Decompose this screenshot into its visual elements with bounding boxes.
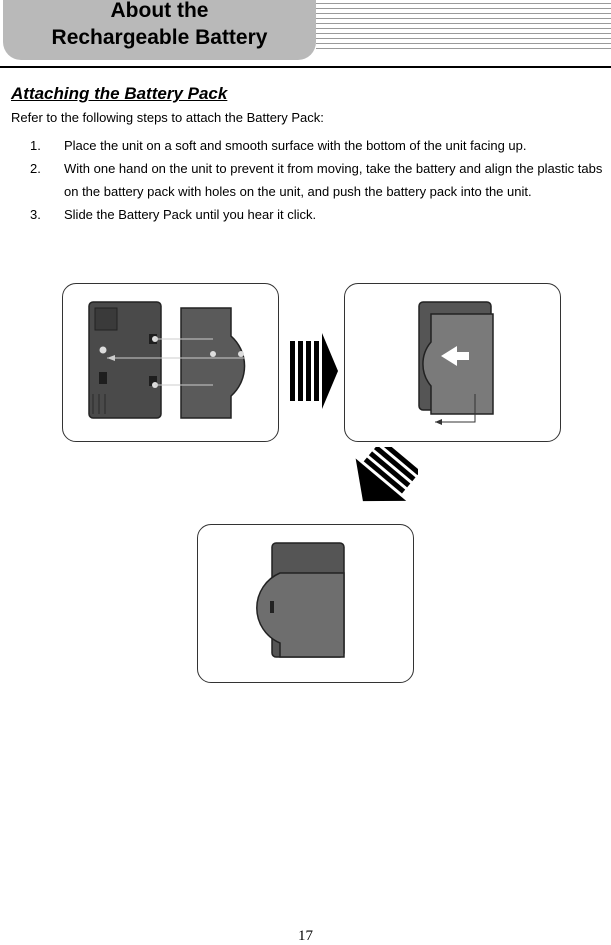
- step-number: 2.: [30, 161, 41, 176]
- step-item: [0, 134, 611, 157]
- header-rule: [0, 66, 611, 68]
- intro-text: Refer to the following steps to attach the Battery Pack:: [11, 110, 324, 125]
- chapter-title: [3, 0, 316, 51]
- illustration-align-tabs: [62, 283, 279, 442]
- chapter-title-line2: Rechargeable Battery: [51, 26, 268, 49]
- section-title: Attaching the Battery Pack: [11, 84, 228, 103]
- step-number: 3.: [30, 207, 41, 222]
- arrow-right-icon: [290, 333, 338, 414]
- steps-list: [0, 134, 611, 226]
- battery-alignment-illustration: [63, 284, 278, 441]
- step-item: [0, 203, 611, 226]
- battery-attached-illustration: [198, 525, 413, 682]
- chapter-title-line1: About the: [110, 0, 209, 22]
- header-stripes: [316, 3, 611, 51]
- illustration-push-in: [344, 283, 561, 442]
- arrow-down-icon: [340, 447, 418, 522]
- step-text: Slide the Battery Pack until you hear it click.: [64, 207, 317, 222]
- step-text: Place the unit on a soft and smooth surface with the bottom of the unit facing up.: [64, 138, 527, 153]
- step-item: [0, 157, 611, 203]
- step-text: With one hand on the unit to prevent it from moving, take the battery and align the plastic tabs on the battery pack with holes on the unit, and push the battery pack into the unit.: [64, 161, 603, 199]
- battery-slide-illustration: [345, 284, 560, 441]
- step-number: 1.: [30, 138, 41, 153]
- illustration-attached: [197, 524, 414, 683]
- page-number: 17: [298, 928, 313, 944]
